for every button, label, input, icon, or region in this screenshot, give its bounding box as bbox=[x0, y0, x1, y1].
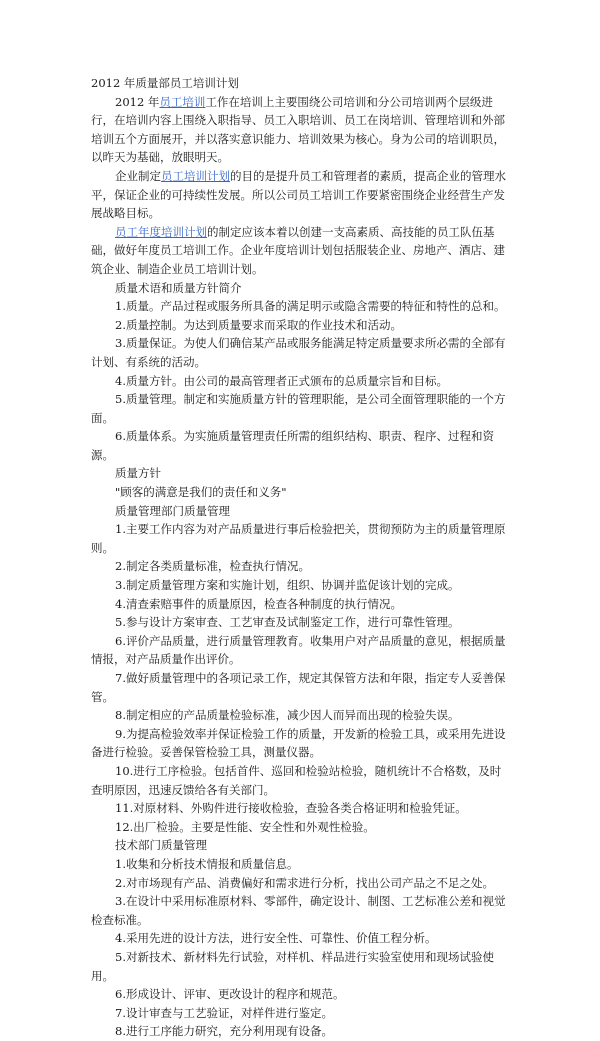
list-item: 8.进行工序能力研究，充分利用现有设备。 bbox=[115, 1024, 333, 1039]
terms-list bbox=[91, 297, 511, 464]
tech-dept-list bbox=[91, 855, 511, 1041]
document-title: 2012 年质量部员工培训计划 bbox=[91, 76, 239, 90]
list-item: 5.参与设计方案审查、工艺审查及试制鉴定工作，进行可靠性管理。 bbox=[115, 615, 460, 630]
list-item: 5.质量管理。制定和实施质量方针的管理职能，是公司全面管理职能的一个方面。 bbox=[91, 392, 506, 425]
section-heading-quality-dept: 质量管理部门质量管理 bbox=[115, 503, 230, 518]
intro-p1-after: 工作在培训上主要围绕公司培训和分公司培训两个层级进行，在培训内容上围绕入职指导、员工入职培训、员工在岗培训、管理培训和外部培训五个方面展开，并以落实意识能力、培训效果为核心。身为公司的培训职员，以昨天为基础，放眼明天。 bbox=[91, 94, 505, 165]
quality-dept-list bbox=[91, 520, 511, 836]
list-item: 3.在设计中采用标准原材料、零部件，确定设计、制图、工艺标准公差和视觉检查标准。 bbox=[91, 894, 506, 927]
intro-p1-before: 2012 年 bbox=[115, 94, 160, 109]
list-item: 6.形成设计、评审、更改设计的程序和规范。 bbox=[115, 987, 345, 1002]
list-item: 8.制定相应的产品质量检验标准，减少因人而异而出现的检验失误。 bbox=[115, 708, 460, 723]
list-item: 2.质量控制。为达到质量要求而采取的作业技术和活动。 bbox=[115, 317, 402, 332]
list-item: 4.采用先进的设计方法，进行安全性、可靠性、价值工程分析。 bbox=[115, 931, 437, 946]
list-item: 2.制定各类质量标准，检查执行情况。 bbox=[115, 559, 310, 574]
link-annual-training-plan[interactable]: 员工年度培训计划 bbox=[115, 224, 207, 239]
intro-p3-after: 的制定应该本着以创建一支高素质、高技能的员工队伍基础，做好年度员工培训工作。企业年度培训计划包括服装企业、房地产、酒店、建筑企业、制造企业员工培训计划。 bbox=[91, 224, 505, 276]
intro-paragraph-3 bbox=[91, 223, 511, 279]
list-item: 6.评价产品质量，进行质量管理教育。收集用户对产品质量的意见，根据质量情报，对产品质量作出评价。 bbox=[91, 633, 506, 667]
document-body bbox=[91, 74, 511, 1041]
list-item: 5.对新技术、新材料先行试验，对样机、样品进行实验室使用和现场试验使用。 bbox=[91, 949, 494, 983]
intro-p2-after: 的目的是提升员工和管理者的素质，提高企业的管理水平，保证企业的可持续性发展。所以公司员工培训工作要紧密围绕企业经营生产发展战略目标。 bbox=[91, 168, 506, 221]
list-item: 1.主要工作内容为对产品质量进行事后检验把关，贯彻预防为主的质量管理原则。 bbox=[91, 522, 506, 555]
list-item: 2.对市场现有产品、消费偏好和需求进行分析，找出公司产品之不足之处。 bbox=[115, 875, 494, 890]
intro-paragraph-2 bbox=[91, 167, 511, 223]
policy-quote: "顾客的满意是我们的责任和义务" bbox=[115, 485, 287, 500]
list-item: 7.设计审查与工艺验证，对样件进行鉴定。 bbox=[115, 1005, 333, 1020]
list-item: 11.对原材料、外购件进行接收检验，查验各类合格证明和检验凭证。 bbox=[115, 801, 467, 816]
section-heading-terms: 质量术语和质量方针简介 bbox=[115, 280, 242, 295]
list-item: 12.出厂检验。主要是性能、安全性和外观性检验。 bbox=[115, 819, 375, 834]
link-employee-training[interactable]: 员工培训 bbox=[159, 94, 206, 109]
link-employee-training-plan[interactable]: 员工培训计划 bbox=[161, 168, 230, 183]
list-item: 4.清查索赔事件的质量原因，检查各种制度的执行情况。 bbox=[115, 596, 402, 611]
list-item: 4.质量方针。由公司的最高管理者正式颁布的总质量宗旨和目标。 bbox=[115, 373, 448, 388]
section-heading-policy: 质量方针 bbox=[115, 466, 161, 481]
intro-paragraph-1 bbox=[91, 93, 511, 167]
section-heading-tech-dept: 技术部门质量管理 bbox=[115, 838, 207, 853]
list-item: 1.收集和分析技术情报和质量信息。 bbox=[115, 856, 299, 871]
intro-p2-before: 企业制定 bbox=[115, 168, 161, 183]
list-item: 3.质量保证。为使人们确信某产品或服务能满足特定质量要求所必需的全部有计划、有系统的活动。 bbox=[91, 336, 506, 369]
list-item: 7.做好质量管理中的各项记录工作，规定其保管方法和年限，指定专人妥善保管。 bbox=[91, 671, 506, 704]
list-item: 9.为提高检验效率并保证检验工作的质量，开发新的检验工具，或采用先进设备进行检验。妥善保管检验工具，测量仪器。 bbox=[91, 726, 506, 760]
list-item: 1.质量。产品过程或服务所具备的满足明示或隐含需要的特征和特性的总和。 bbox=[115, 299, 506, 314]
list-item: 3.制定质量管理方案和实施计划，组织、协调并监促该计划的完成。 bbox=[115, 578, 460, 593]
list-item: 10.进行工序检验。包括首件、巡回和检验站检验，随机统计不合格数，及时查明原因，迅速反馈给各有关部门。 bbox=[91, 763, 502, 797]
list-item: 6.质量体系。为实施质量管理责任所需的组织结构、职责、程序、过程和资源。 bbox=[91, 429, 494, 462]
